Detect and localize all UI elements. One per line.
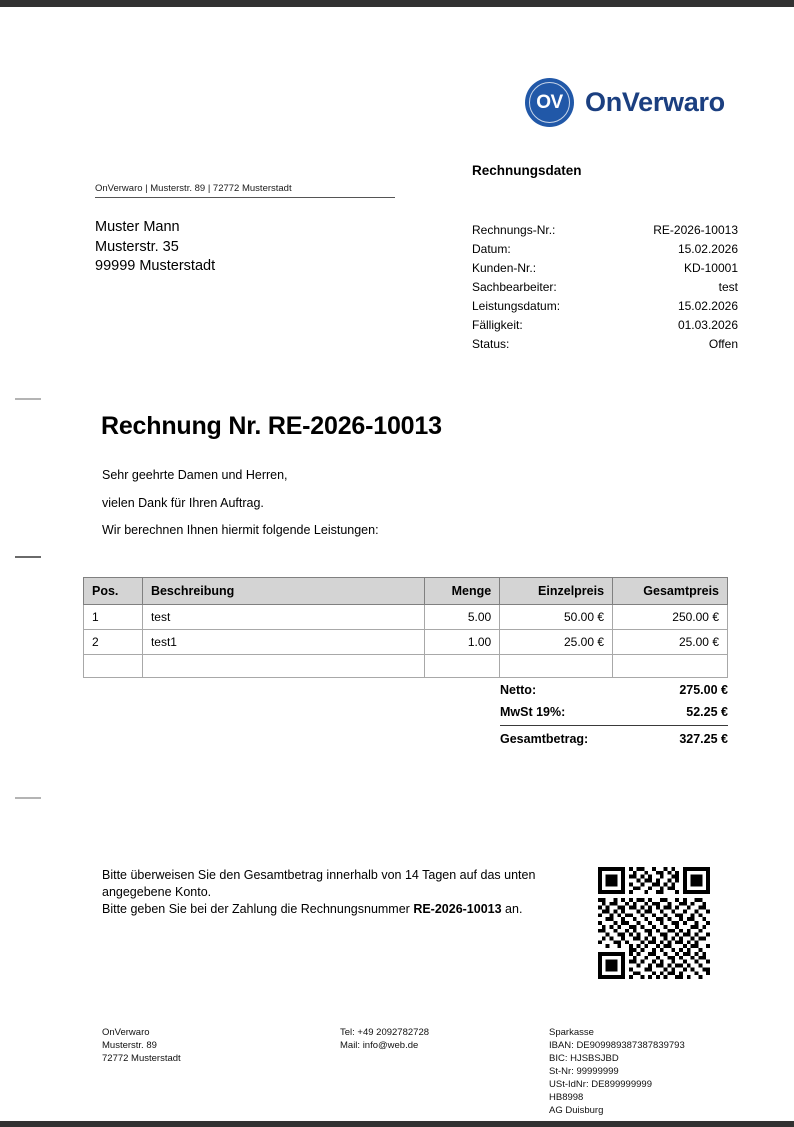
logo-circle-icon bbox=[525, 78, 574, 127]
fold-mark-top bbox=[15, 398, 41, 400]
cell-desc bbox=[142, 655, 424, 678]
meta-label: Kunden-Nr.: bbox=[472, 261, 537, 275]
cell-total: 25.00 € bbox=[613, 630, 728, 655]
totals-row-grand bbox=[500, 725, 728, 750]
invoice-meta-title: Rechnungsdaten bbox=[472, 163, 582, 178]
footer-bic: BIC: HJSBSJBD bbox=[549, 1053, 619, 1064]
line-items-table bbox=[83, 577, 728, 678]
meta-value: 15.02.2026 bbox=[677, 299, 738, 313]
meta-label: Datum: bbox=[472, 242, 511, 256]
sender-return-line: OnVerwaro | Musterstr. 89 | 72772 Musterstadt bbox=[95, 183, 395, 198]
page-title: Rechnung Nr. RE-2026-10013 bbox=[101, 412, 442, 440]
footer-email: Mail: info@web.de bbox=[340, 1040, 419, 1051]
cell-qty: 5.00 bbox=[425, 605, 500, 630]
meta-value: 15.02.2026 bbox=[677, 242, 738, 256]
viewer-top-bar bbox=[0, 0, 794, 7]
recipient-street: Musterstr. 35 bbox=[95, 238, 179, 255]
totals-value-vat: 52.25 € bbox=[686, 705, 728, 719]
cell-unit bbox=[500, 655, 613, 678]
footer-bank-column bbox=[549, 1026, 685, 1117]
payment-note-prefix: Bitte geben Sie bei der Zahlung die Rechnungsnummer bbox=[102, 902, 414, 916]
footer-register-court: AG Duisburg bbox=[549, 1105, 604, 1116]
meta-row-date bbox=[472, 240, 738, 259]
column-header-desc: Beschreibung bbox=[142, 578, 424, 605]
invoice-page bbox=[0, 7, 794, 1121]
cell-pos: 2 bbox=[84, 630, 143, 655]
meta-label: Rechnungs-Nr.: bbox=[472, 223, 556, 237]
intro-text bbox=[102, 468, 662, 551]
totals-value-grand: 327.25 € bbox=[679, 732, 728, 746]
table-row-empty bbox=[84, 655, 728, 678]
viewer-bottom-bar bbox=[0, 1121, 794, 1127]
recipient-name: Muster Mann bbox=[95, 219, 180, 235]
cell-desc: test bbox=[142, 605, 424, 630]
footer-bank-name: Sparkasse bbox=[549, 1027, 594, 1038]
totals-row-net bbox=[500, 679, 728, 701]
totals-label-vat: MwSt 19%: bbox=[500, 705, 566, 719]
totals-value-net: 275.00 € bbox=[679, 683, 728, 697]
payment-note-invoice-number: RE-2026-10013 bbox=[413, 902, 502, 916]
meta-value: KD-10001 bbox=[683, 261, 738, 275]
footer-contact-column bbox=[340, 1026, 429, 1052]
meta-label: Status: bbox=[472, 337, 510, 351]
footer-company-city: 72772 Musterstadt bbox=[102, 1053, 181, 1064]
column-header-unit: Einzelpreis bbox=[500, 578, 613, 605]
cell-unit: 25.00 € bbox=[500, 630, 613, 655]
cell-total: 250.00 € bbox=[613, 605, 728, 630]
footer-company-name: OnVerwaro bbox=[102, 1027, 150, 1038]
totals-row-vat bbox=[500, 701, 728, 723]
footer-register-number: HB8998 bbox=[549, 1092, 584, 1103]
totals-block bbox=[500, 679, 728, 750]
footer-telephone: Tel: +49 2092782728 bbox=[340, 1027, 430, 1038]
cell-pos: 1 bbox=[84, 605, 143, 630]
recipient-city: 99999 Musterstadt bbox=[95, 258, 216, 274]
intro-lead-in: Wir berechnen Ihnen hiermit folgende Leistungen: bbox=[102, 523, 379, 537]
fold-mark-middle bbox=[15, 556, 41, 558]
status-badge: Offen bbox=[708, 337, 738, 351]
payment-instructions bbox=[102, 867, 542, 918]
cell-qty bbox=[425, 655, 500, 678]
column-header-pos: Pos. bbox=[84, 578, 143, 605]
recipient-address bbox=[95, 218, 215, 277]
footer-iban: IBAN: DE909989387387839793 bbox=[549, 1040, 685, 1051]
intro-thanks: vielen Dank für Ihren Auftrag. bbox=[102, 495, 264, 510]
company-logo bbox=[525, 78, 725, 127]
meta-value: test bbox=[718, 280, 738, 294]
meta-row-agent bbox=[472, 278, 738, 297]
table-row bbox=[84, 630, 728, 655]
meta-row-invoice-number bbox=[472, 221, 738, 240]
footer-company-street: Musterstr. 89 bbox=[102, 1040, 157, 1051]
totals-label-net: Netto: bbox=[500, 683, 537, 697]
footer-vat-id: USt-IdNr: DE899999999 bbox=[549, 1079, 652, 1090]
invoice-meta-table bbox=[472, 221, 738, 354]
meta-row-service-date bbox=[472, 297, 738, 316]
intro-salutation: Sehr geehrte Damen und Herren, bbox=[102, 468, 288, 482]
cell-total bbox=[613, 655, 728, 678]
footer-company-column bbox=[102, 1026, 181, 1065]
meta-value: 01.03.2026 bbox=[677, 318, 738, 332]
logo-initials: OV bbox=[536, 91, 563, 113]
payment-note-line1: Bitte überweisen Sie den Gesamtbetrag innerhalb von 14 Tagen auf das unten angegebene Konto. bbox=[102, 868, 536, 899]
meta-row-due-date bbox=[472, 316, 738, 335]
meta-row-customer-number bbox=[472, 259, 738, 278]
fold-mark-bottom bbox=[15, 797, 41, 799]
meta-row-status bbox=[472, 335, 738, 354]
meta-label: Sachbearbeiter: bbox=[472, 280, 557, 294]
cell-desc: test1 bbox=[142, 630, 424, 655]
cell-qty: 1.00 bbox=[425, 630, 500, 655]
meta-label: Fälligkeit: bbox=[472, 318, 523, 332]
column-header-qty: Menge bbox=[425, 578, 500, 605]
cell-pos bbox=[84, 655, 143, 678]
column-header-total: Gesamtpreis bbox=[613, 578, 728, 605]
logo-wordmark: OnVerwaro bbox=[585, 87, 725, 117]
footer-tax-number: St-Nr: 99999999 bbox=[549, 1066, 619, 1077]
payment-qr-code bbox=[598, 867, 710, 979]
cell-unit: 50.00 € bbox=[500, 605, 613, 630]
meta-value: RE-2026-10013 bbox=[653, 223, 738, 237]
totals-label-grand: Gesamtbetrag: bbox=[500, 732, 589, 746]
meta-label: Leistungsdatum: bbox=[472, 299, 561, 313]
payment-note-suffix: an. bbox=[501, 902, 523, 916]
table-row bbox=[84, 605, 728, 630]
table-header-row bbox=[84, 578, 728, 605]
